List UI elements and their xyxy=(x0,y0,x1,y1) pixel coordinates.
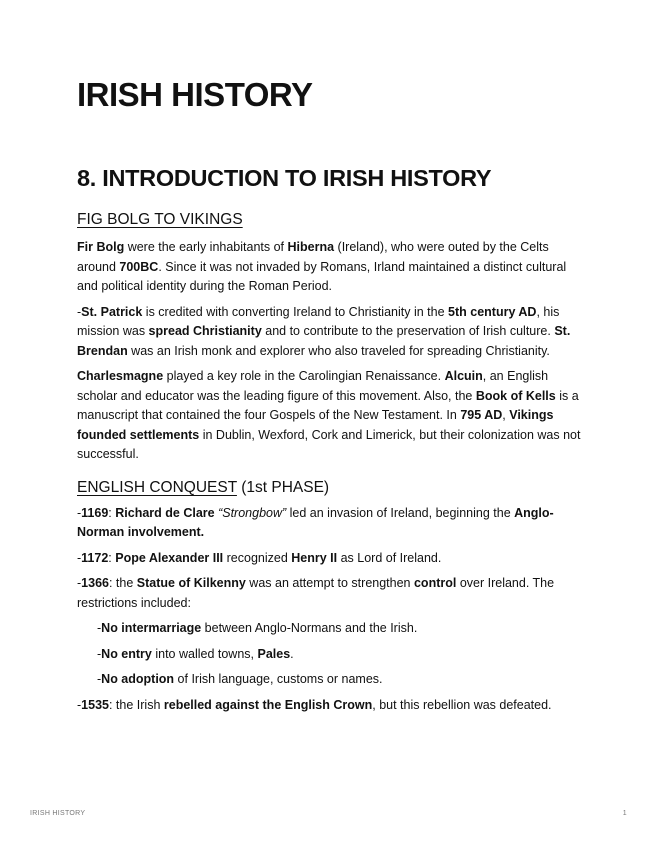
document-title: IRISH HISTORY xyxy=(77,76,313,113)
bold-term: Richard de Clare xyxy=(115,505,215,520)
section-heading-text: FIG BOLG TO VIKINGS xyxy=(77,211,243,228)
text: . Since it was not invaded by Romans, Irland maintained a distinct cultural and political identity during the Roman Period. xyxy=(77,259,567,293)
bold-term: Statue of Kilkenny xyxy=(136,576,246,590)
bold-term: control xyxy=(413,576,457,590)
text: was an Irish monk and explorer who also traveled for spreading Christianity. xyxy=(127,343,550,358)
bold-term: Alcuin xyxy=(444,369,483,383)
text: , an English scholar and educator was the leading figure of this movement. Also, the xyxy=(77,369,549,403)
paragraph-charlesmagne xyxy=(77,367,587,465)
text: was an attempt to strengthen xyxy=(245,576,414,590)
bold-term: 795 AD xyxy=(460,408,503,422)
paragraph-1169 xyxy=(77,504,587,543)
text: - xyxy=(97,672,102,686)
section-heading-english-conquest xyxy=(77,478,587,498)
paragraph-1535 xyxy=(77,696,587,716)
text: , his mission was xyxy=(77,304,560,338)
restriction-item xyxy=(77,645,587,665)
text: - xyxy=(97,646,102,661)
text: : the Irish xyxy=(108,697,164,712)
bold-term: 700BC xyxy=(119,259,159,274)
text: - xyxy=(77,304,82,319)
paragraph-st-patrick xyxy=(77,303,587,362)
restriction-item xyxy=(77,619,587,639)
bold-term: Charlesmagne xyxy=(77,369,164,383)
bold-term: No entry xyxy=(101,646,152,661)
chapter-heading: 8. INTRODUCTION TO IRISH HISTORY xyxy=(77,165,492,191)
text: - xyxy=(77,505,82,520)
section-heading-vikings xyxy=(77,210,587,230)
text: is a manuscript that contained the four Gospels of the New Testament. In xyxy=(77,388,579,422)
bold-term: No adoption xyxy=(101,672,175,686)
text: : xyxy=(108,550,116,565)
bold-term: Fir Bolg xyxy=(77,240,125,254)
text: . xyxy=(290,646,294,661)
text: led an invasion of Ireland, beginning the xyxy=(286,505,515,520)
paragraph-1366 xyxy=(77,574,587,613)
text: is credited with converting Ireland to Christianity in the xyxy=(142,304,449,319)
section-heading-suffix: (1st PHASE) xyxy=(236,478,330,496)
bold-term: 1169 xyxy=(81,505,109,520)
text: - xyxy=(77,550,82,565)
text: : xyxy=(108,505,116,520)
text: : the xyxy=(108,576,137,590)
text: , xyxy=(502,408,510,422)
bold-term: Vikings founded settlements xyxy=(77,408,554,442)
paragraph-fir-bolg xyxy=(77,238,587,297)
text: recognized xyxy=(223,550,292,565)
bold-term: Book of Kells xyxy=(475,388,556,403)
text: in Dublin, Wexford, Cork and Limerick, but their colonization was not successful. xyxy=(77,427,581,461)
text: , but this rebellion was defeated. xyxy=(372,697,552,712)
text: and to contribute to the preservation of Irish culture. xyxy=(261,324,555,338)
bold-term: 1535 xyxy=(81,697,109,712)
bold-term: Henry II xyxy=(291,550,338,565)
document-content xyxy=(77,210,587,715)
paragraph-1172 xyxy=(77,549,587,569)
text: (Ireland), who were outed by the Celts around xyxy=(77,240,549,274)
bold-term: Pales xyxy=(257,646,291,661)
text: into walled towns, xyxy=(151,646,258,661)
text: were the early inhabitants of xyxy=(124,240,288,254)
page-number: 1 xyxy=(622,810,627,817)
bold-term: St. Patrick xyxy=(81,304,143,319)
bold-term: 5th century AD xyxy=(448,304,537,319)
text: played a key role in the Carolingian Renaissance. xyxy=(163,369,445,383)
text: over Ireland. The restrictions included: xyxy=(77,576,555,610)
text: as Lord of Ireland. xyxy=(337,550,442,565)
bold-term: spread Christianity xyxy=(148,324,262,338)
text: of Irish language, customs or names. xyxy=(174,672,383,686)
restriction-item xyxy=(77,670,587,690)
footer-title: IRISH HISTORY xyxy=(30,810,86,817)
text: - xyxy=(97,621,102,635)
bold-term: 1366 xyxy=(81,576,109,590)
bold-term: No intermarriage xyxy=(101,621,202,635)
section-heading-text: ENGLISH CONQUEST xyxy=(77,478,237,496)
bold-term: Hiberna xyxy=(287,240,335,254)
text: between Anglo-Normans and the Irish. xyxy=(201,621,418,635)
text: - xyxy=(77,576,82,590)
bold-term: St. Brendan xyxy=(77,324,571,358)
bold-term: 1172 xyxy=(81,550,109,565)
italic-term: “Strongbow” xyxy=(218,505,287,520)
bold-term: Anglo-Norman involvement. xyxy=(77,505,554,539)
bold-term: Pope Alexander III xyxy=(115,550,224,565)
text: - xyxy=(77,697,82,712)
bold-term: rebelled against the English Crown xyxy=(163,697,373,712)
